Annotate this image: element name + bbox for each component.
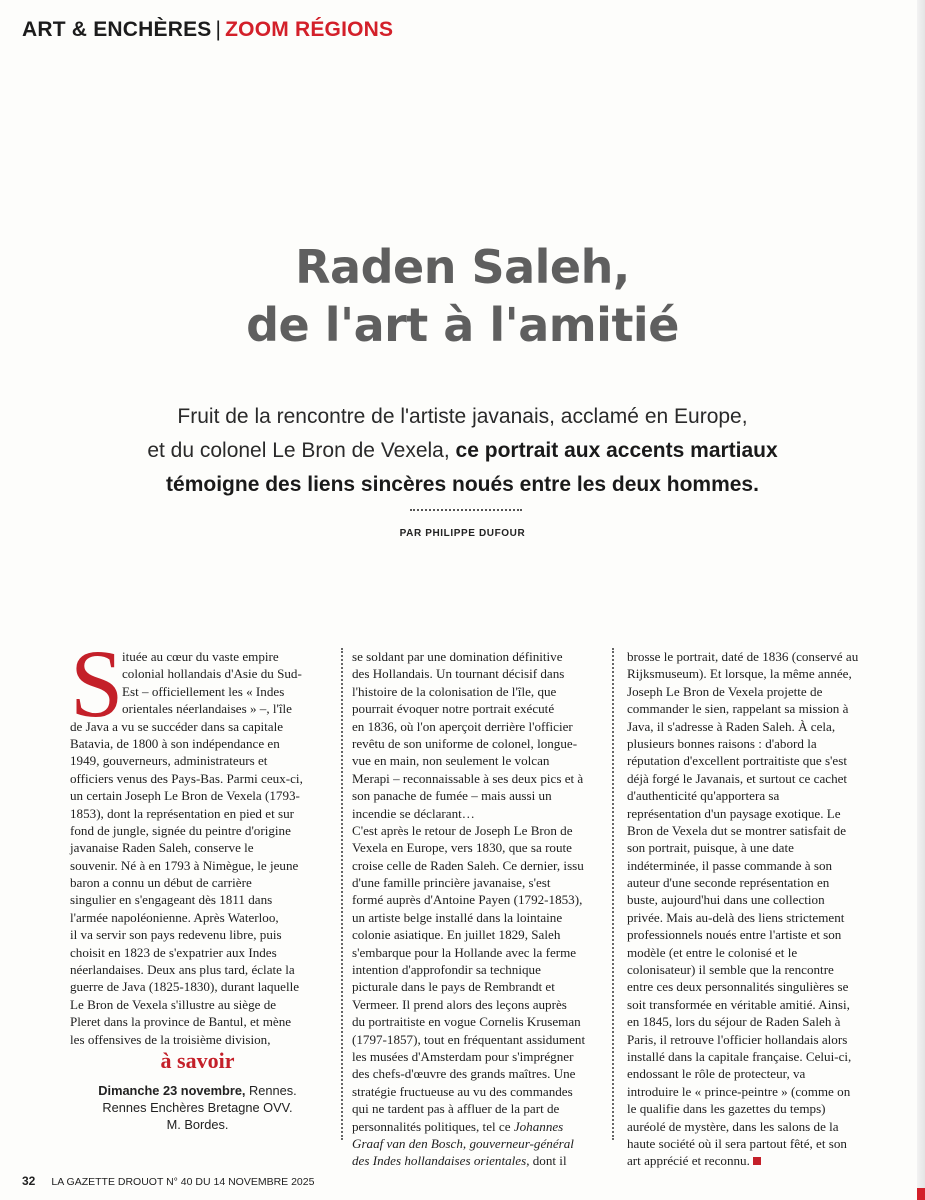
text-line: Merapi – reconnaissable à ses deux pics et à [352,770,584,786]
byline: PAR PHILIPPE DUFOUR [399,528,526,539]
text-line: endossant le rôle de protecteur, va [627,1066,806,1082]
text-line: d'une famille princière javanaise, s'est [352,875,551,891]
info-box-body [90,1082,305,1133]
text-line: C'est après le retour de Joseph Le Bron de [352,822,573,838]
column-2-lines [352,648,598,1118]
text-line: choisit en 1823 de s'expatrier aux Indes [70,944,277,960]
title-line-1: Raden Saleh, [295,240,630,294]
text-line: néerlandaises. Deux ans plus tard, éclate la [70,962,295,978]
text-line: se soldant par une domination définitive [352,649,563,664]
text-line: un certain Joseph Le Bron de Vexela (1793- [70,788,300,804]
text-column-2 [352,648,598,1170]
page-edge [917,0,925,1200]
text-line: professionnels noués entre l'artiste et son [627,927,842,943]
text-line: colonial hollandais d'Asie du Sud- [122,666,302,682]
italic-title-end: des Indes hollandaises orientales [352,1153,527,1169]
text-line: modèle (et entre le colonisé et le [627,944,798,960]
text-line: javanaise Raden Saleh, conserve le [70,840,254,856]
text-line: auréolé de mystère, dans les salons de la [627,1118,839,1134]
info-box-title: à savoir [160,1048,235,1073]
text-line: baron a connu un début de carrière [70,875,252,891]
text-line: qui ne tardent pas à affluer de la part de [352,1101,560,1117]
text-line: formé auprès d'Antoine Payen (1792-1853), [352,892,583,908]
section-label: ART & ENCHÈRES [22,18,212,41]
text-line: singulier en s'engageant dès 1811 dans [70,892,273,908]
column-2-line-italic-c [352,1152,598,1169]
italic-title: Graaf van den Bosch, gouverneur-général [352,1135,574,1151]
text-line: 1949, gouverneurs, administrateurs et [70,753,268,769]
text-line: d'authenticité qu'apportera sa [627,788,780,804]
intro-line-2-bold: ce portrait aux accents martiaux [455,439,778,462]
text-line: 1853), dont la représentation en pied et sur [70,805,294,821]
text-line: soit transformée en véritable amitié. Ainsi, [627,996,850,1012]
title-line-2: de l'art à l'amitié [246,298,679,352]
column-2-line-italic-a [352,1118,598,1135]
text-line: fond de jungle, signée du peintre d'origine [70,822,291,838]
text-line: du portraitiste en vogue Cornelis Kruseman [352,1014,581,1030]
publication-info: LA GAZETTE DROUOT N° 40 DU 14 NOVEMBRE 2025 [51,1176,315,1188]
text-line: Vexela en Europe, vers 1830, que sa route [352,840,572,856]
text-line: son panache de fumée – mais aussi un [352,788,552,804]
text-line: Java, il s'adresse à Raden Saleh. À cela, [627,718,836,734]
text-line: Paris, il retrouve l'officier hollandais alors [627,1031,848,1047]
end-mark-icon [753,1157,761,1165]
page-edge-accent [917,1188,925,1200]
text-line: les offensives de la troisième division, [70,1031,271,1047]
text-line: plusieurs bonnes raisons : d'abord la [627,735,817,751]
section-header [22,18,393,42]
text-line: guerre de Java (1825-1830), durant laquelle [70,979,300,995]
info-date: Dimanche 23 novembre, [98,1083,246,1098]
page-number: 32 [22,1174,36,1188]
text-line: art apprécié et reconnu. [627,1152,889,1169]
section-separator: | [215,18,222,41]
intro-line-2 [0,434,925,468]
text-line: Bron de Vexela dut se montrer satisfait de [627,822,847,838]
info-auctioneer: M. Bordes. [166,1117,229,1132]
text-line: les musées d'Amsterdam pour s'imprégner [352,1048,574,1064]
text-line: en 1836, où l'on aperçoit derrière l'officier [352,718,573,734]
text-line: officiers venus des Pays-Bas. Parmi ceux-ci, [70,770,303,786]
text-line: déjà forgé le Javanais, et surtout ce cachet [627,770,848,786]
text-line: Pleret dans la province de Bantul, et mène [70,1014,292,1030]
text-line: orientales néerlandaises » –, l'île [122,701,292,717]
text-line: haute société où il sera partout fêté, et son [627,1135,847,1151]
italic-name: Johannes [513,1118,564,1134]
text-line: incendie se déclarant… [352,805,475,821]
column-rule-1 [341,648,343,1140]
info-house: Rennes Enchères Bretagne OVV. [102,1100,293,1115]
text-line: son portrait, puisque, à une date [627,840,794,856]
text-line: Est – officiellement les « Indes [122,683,285,699]
intro-line-1: Fruit de la rencontre de l'artiste javanais, acclamé en Europe, [177,405,748,428]
text-line: personnalités politiques, tel ce [352,1118,511,1134]
text-line: Joseph Le Bron de Vexela projette de [627,683,823,699]
text-column-1 [70,648,338,1048]
text-line: en 1845, lors du séjour de Raden Saleh à [627,1014,841,1030]
info-city: Rennes. [245,1083,297,1098]
text-line: Le Bron de Vexela s'illustre au siège de [70,996,277,1012]
text-line: colonie asiatique. En juillet 1829, Saleh [352,927,561,943]
italic-tail: , dont il [526,1153,567,1169]
text-line: de Java a vu se succéder dans sa capitale [70,718,284,734]
dotted-divider [410,509,522,511]
text-line: un artiste belge installé dans la lointaine [352,909,563,925]
text-line: (1797-1857), tout en fréquentant assidument [352,1031,586,1047]
text-line: souvenir. Né à en 1793 à Nimègue, le jeune [70,857,299,873]
info-date-line [90,1082,305,1099]
text-line: auteur d'une seconde représentation en [627,875,830,891]
column-rule-2 [612,648,614,1140]
text-line: s'embarque pour la Hollande avec la ferme [352,944,577,960]
text-line: brosse le portrait, daté de 1836 (conservé au [627,649,859,664]
text-line: vue en main, non seulement le volcan [352,753,550,769]
text-line: intention d'approfondir sa technique [352,962,541,978]
text-line: croise celle de Raden Saleh. Ce dernier, issu [352,857,584,873]
text-line: ituée au cœur du vaste empire [122,649,279,664]
text-line: il va servir son pays redevenu libre, puis [70,927,282,943]
article-title [0,238,925,354]
text-line: picturale dans le pays de Rembrandt et [352,979,555,995]
text-line: Batavia, de 1800 à son indépendance en [70,735,280,751]
intro-line-3-bold: témoigne des liens sincères noués entre les deux hommes. [166,473,759,496]
text-line: l'armée napoléonienne. Après Waterloo, [70,909,279,925]
text-line: colonisateur) il semble que la rencontre [627,962,834,978]
text-line: commander le sien, rappelant sa mission à [627,701,849,717]
intro-line-3 [0,468,925,502]
text-line: Rijksmuseum). Et lorsque, la même année, [627,666,852,682]
column-1-lines [70,718,338,1048]
text-line: des chefs-d'œuvre des grands maîtres. Une [352,1066,576,1082]
intro-line-2-normal: et du colonel Le Bron de Vexela, [147,439,450,462]
dropcap-lines [70,648,338,718]
text-line: entre ces deux personnalités singulières se [627,979,849,995]
text-line: introduire le « prince-peintre » (comme on [627,1083,851,1099]
info-box [90,1048,305,1133]
drop-cap: S [70,630,124,737]
text-line: réputation d'excellent portraitiste que s'est [627,753,847,769]
text-line: représentation d'un paysage exotique. Le [627,805,841,821]
text-line: des Hollandais. Un tournant décisif dans [352,666,565,682]
text-column-3 [627,648,889,1170]
text-line: le qualifie dans les gazettes du temps) [627,1101,826,1117]
text-line: pourrait évoquer notre portrait exécuté [352,701,555,717]
text-line: privée. Mais au-delà des liens strictement [627,909,845,925]
column-3-lines [627,648,889,1170]
text-line: stratégie fructueuse au vu des commandes [352,1083,573,1099]
page-footer [22,1174,314,1188]
text-line: Vermeer. Il prend alors des leçons auprès [352,996,567,1012]
text-line: installé dans la capitale française. Celui-ci, [627,1048,852,1064]
text-line: revêtu de son uniforme de colonel, longue- [352,735,578,751]
text-line: buste, aujourd'hui dans une collection [627,892,825,908]
text-line: indéterminée, il passe commande à son [627,857,833,873]
text-line: l'histoire de la colonisation de l'île, que [352,683,557,699]
column-2-line-italic-b [352,1135,598,1152]
article-intro [0,400,925,502]
subsection-label: ZOOM RÉGIONS [225,18,394,41]
